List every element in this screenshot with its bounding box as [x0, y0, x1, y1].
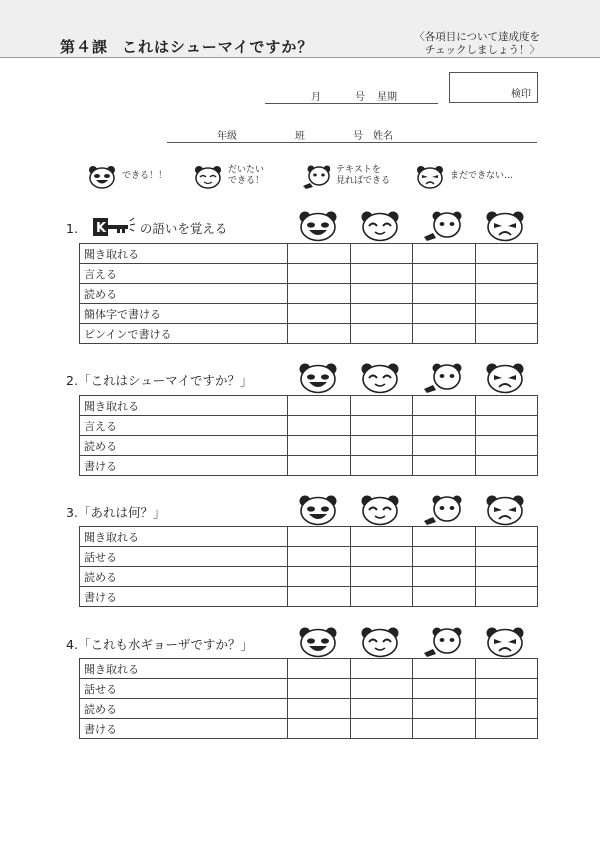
check-cell[interactable] [413, 304, 476, 324]
smiling-panda-icon [298, 362, 338, 394]
check-cell[interactable] [475, 244, 538, 264]
number-label: 号 [353, 131, 363, 142]
table-row [80, 324, 538, 344]
check-cell[interactable] [288, 659, 351, 679]
instruction-line-2: チェックしましょう！〉 [424, 44, 540, 56]
skill-label: 書ける [80, 719, 288, 739]
table-row [80, 547, 538, 567]
skill-label: 言える [80, 264, 288, 284]
lesson-number: 第４課 [60, 38, 109, 56]
check-cell[interactable] [475, 527, 538, 547]
section-text: 「あれは何？」 [77, 505, 166, 520]
skill-label: 言える [80, 416, 288, 436]
lesson-subtitle: これはシューマイですか？ [122, 38, 314, 56]
grade-label: 年级 [217, 131, 237, 142]
check-cell[interactable] [475, 416, 538, 436]
check-cell[interactable] [288, 324, 351, 344]
check-cell[interactable] [350, 436, 413, 456]
check-cell[interactable] [288, 699, 351, 719]
smiling-panda-icon [298, 494, 338, 526]
skill-label: 聞き取れる [80, 659, 288, 679]
check-cell[interactable] [413, 456, 476, 476]
content-panda-icon [360, 210, 400, 242]
check-cell[interactable] [413, 527, 476, 547]
check-cell[interactable] [288, 719, 351, 739]
skill-label: 読める [80, 436, 288, 456]
check-cell[interactable] [350, 244, 413, 264]
day-label: 号 [355, 92, 365, 103]
check-cell[interactable] [288, 679, 351, 699]
check-cell[interactable] [288, 547, 351, 567]
check-cell[interactable] [288, 416, 351, 436]
legend-label-line-1: だいたい [228, 165, 265, 175]
check-cell[interactable] [413, 244, 476, 264]
skill-label: ピンインで書ける [80, 324, 288, 344]
check-cell[interactable] [413, 547, 476, 567]
check-cell[interactable] [475, 436, 538, 456]
reading-panda-icon [422, 362, 462, 394]
skill-label: 聞き取れる [80, 527, 288, 547]
check-cell[interactable] [350, 304, 413, 324]
section-text: の語いを覚える [139, 221, 228, 236]
reading-panda-icon [302, 164, 330, 190]
smiling-panda-icon [298, 626, 338, 658]
skill-label: 簡体字で書ける [80, 304, 288, 324]
date-field[interactable] [265, 88, 438, 104]
check-cell[interactable] [475, 679, 538, 699]
section-title-what [66, 503, 165, 521]
check-cell[interactable] [288, 396, 351, 416]
check-cell[interactable] [413, 436, 476, 456]
skill-label: 読める [80, 699, 288, 719]
table-row [80, 527, 538, 547]
check-cell[interactable] [413, 567, 476, 587]
check-cell[interactable] [350, 324, 413, 344]
table-row [80, 244, 538, 264]
check-cell[interactable] [350, 587, 413, 607]
check-cell[interactable] [475, 284, 538, 304]
check-cell[interactable] [350, 679, 413, 699]
reading-panda-icon [422, 210, 462, 242]
svg-text:K: K [95, 221, 106, 236]
stamp-box[interactable] [449, 72, 538, 103]
reading-panda-icon [422, 494, 462, 526]
table-row [80, 264, 538, 284]
sad-panda-icon [485, 362, 525, 394]
check-cell[interactable] [413, 587, 476, 607]
table-row [80, 679, 538, 699]
check-cell[interactable] [288, 264, 351, 284]
sad-panda-icon [485, 210, 525, 242]
check-cell[interactable] [350, 264, 413, 284]
key-icon [92, 217, 136, 237]
skill-label: 書ける [80, 587, 288, 607]
check-cell[interactable] [475, 659, 538, 679]
table-row [80, 587, 538, 607]
check-cell[interactable] [475, 699, 538, 719]
check-cell[interactable] [350, 527, 413, 547]
instruction-note [414, 31, 540, 57]
stamp-label: 検印 [511, 89, 531, 100]
check-cell[interactable] [413, 324, 476, 344]
check-cell[interactable] [413, 719, 476, 739]
table-row [80, 284, 538, 304]
sad-panda-icon [485, 626, 525, 658]
checklist-table [79, 658, 538, 739]
check-cell[interactable] [413, 284, 476, 304]
check-cell[interactable] [288, 587, 351, 607]
check-cell[interactable] [350, 659, 413, 679]
legend-label-line-1: テキストを [336, 165, 381, 175]
check-cell[interactable] [350, 396, 413, 416]
check-cell[interactable] [350, 547, 413, 567]
checklist-table [79, 243, 538, 344]
check-cell[interactable] [413, 264, 476, 284]
instruction-line-1: 〈各項目について達成度を [414, 31, 540, 43]
content-panda-icon [360, 626, 400, 658]
sad-panda-icon [485, 494, 525, 526]
legend-label: できる！！ [122, 171, 168, 181]
table-row [80, 699, 538, 719]
class-label: 班 [295, 131, 305, 142]
content-panda-icon [360, 494, 400, 526]
check-cell[interactable] [288, 527, 351, 547]
check-cell[interactable] [288, 304, 351, 324]
check-cell[interactable] [475, 567, 538, 587]
name-label: 姓名 [373, 131, 393, 142]
check-cell[interactable] [288, 244, 351, 264]
weekday-label: 星期 [377, 92, 397, 103]
legend-label-line-2: できる！ [228, 176, 265, 186]
check-cell[interactable] [475, 324, 538, 344]
table-row [80, 719, 538, 739]
check-cell[interactable] [475, 304, 538, 324]
check-cell[interactable] [413, 699, 476, 719]
section-text: 「これも水ギョーザですか？」 [77, 637, 253, 652]
check-cell[interactable] [475, 719, 538, 739]
check-cell[interactable] [475, 456, 538, 476]
smiling-panda-icon [298, 210, 338, 242]
skill-label: 話せる [80, 679, 288, 699]
section-number: 3. [66, 505, 78, 520]
table-row [80, 304, 538, 324]
legend-label-line-2: 見ればできる [336, 176, 391, 186]
check-cell[interactable] [475, 547, 538, 567]
check-cell[interactable] [288, 456, 351, 476]
skill-label: 書ける [80, 456, 288, 476]
section-title-shumai [66, 371, 252, 389]
legend [88, 162, 528, 192]
legend-label [336, 165, 390, 187]
check-cell[interactable] [288, 436, 351, 456]
legend-label: まだできない… [450, 171, 514, 181]
table-row [80, 436, 538, 456]
skill-label: 聞き取れる [80, 244, 288, 264]
section-number: 1. [66, 221, 78, 236]
check-cell[interactable] [475, 587, 538, 607]
section-title-vocabulary [66, 217, 227, 237]
table-row [80, 659, 538, 679]
check-cell[interactable] [288, 567, 351, 587]
table-row [80, 416, 538, 436]
section-number: 2. [66, 373, 78, 388]
table-row [80, 567, 538, 587]
student-info-field[interactable] [167, 127, 537, 143]
check-cell[interactable] [288, 284, 351, 304]
month-label: 月 [311, 92, 321, 103]
check-cell[interactable] [350, 456, 413, 476]
section-title-gyoza [66, 635, 253, 653]
check-cell[interactable] [350, 719, 413, 739]
skill-label: 読める [80, 284, 288, 304]
check-cell[interactable] [475, 396, 538, 416]
skill-label: 話せる [80, 547, 288, 567]
check-cell[interactable] [350, 699, 413, 719]
lesson-title [60, 36, 313, 57]
check-cell[interactable] [413, 416, 476, 436]
check-cell[interactable] [350, 284, 413, 304]
table-row [80, 396, 538, 416]
check-cell[interactable] [413, 679, 476, 699]
section-number: 4. [66, 637, 78, 652]
smiling-panda-icon [88, 164, 116, 190]
skill-label: 聞き取れる [80, 396, 288, 416]
content-panda-icon [360, 362, 400, 394]
check-cell[interactable] [413, 396, 476, 416]
table-row [80, 456, 538, 476]
skill-label: 読める [80, 567, 288, 587]
check-cell[interactable] [413, 659, 476, 679]
checklist-table [79, 526, 538, 607]
legend-label [228, 165, 264, 187]
sad-panda-icon [416, 164, 444, 190]
checklist-table [79, 395, 538, 476]
check-cell[interactable] [350, 567, 413, 587]
section-text: 「これはシューマイですか？」 [77, 373, 253, 388]
check-cell[interactable] [475, 264, 538, 284]
reading-panda-icon [422, 626, 462, 658]
check-cell[interactable] [350, 416, 413, 436]
content-panda-icon [194, 164, 222, 190]
